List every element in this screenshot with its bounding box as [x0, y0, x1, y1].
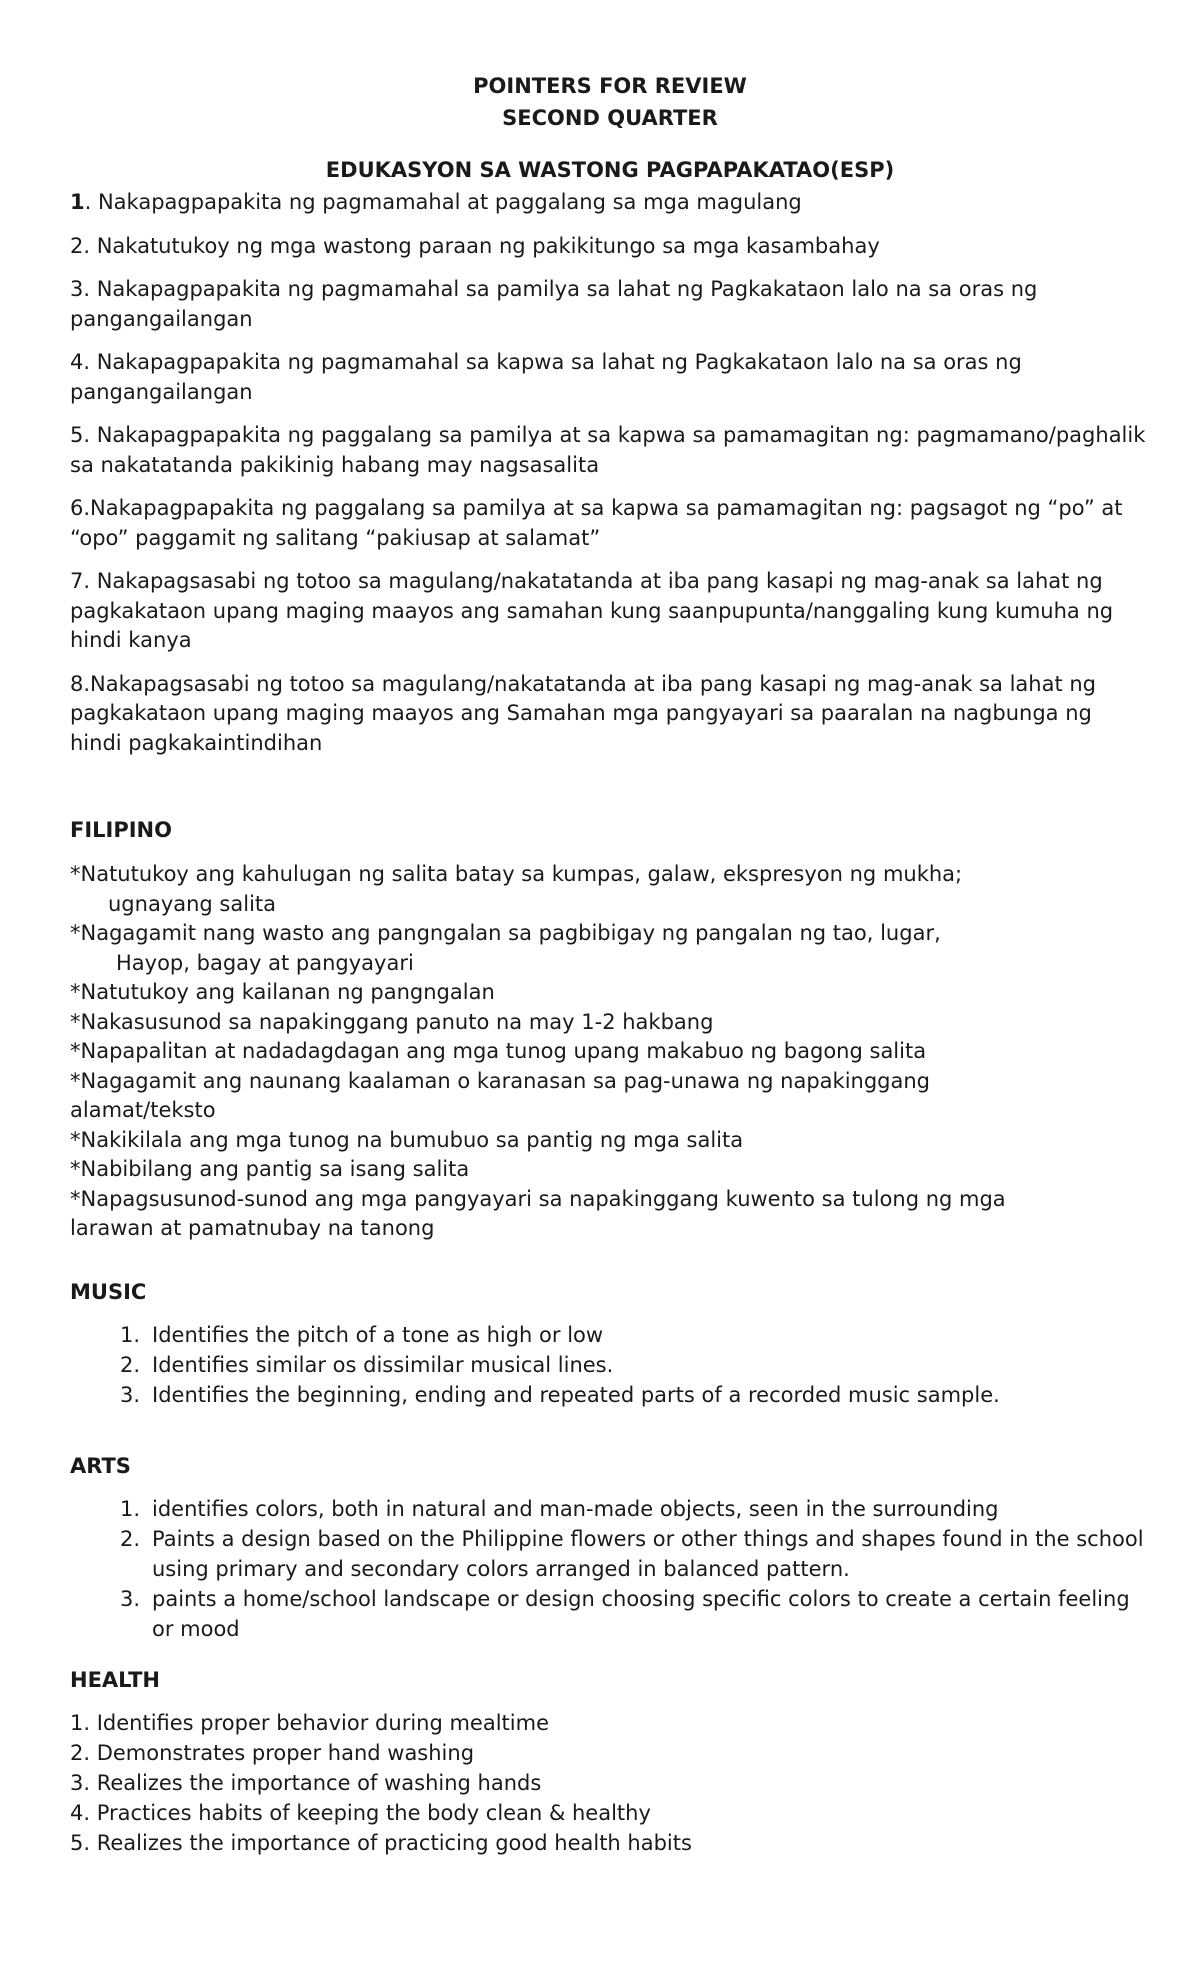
esp-item-2: 2. Nakatutukoy ng mga wastong paraan ng pakikitungo sa mga kasambahay — [70, 233, 880, 258]
health-line: 3. Realizes the importance of washing hands — [70, 1770, 542, 1795]
esp-item-1 — [70, 188, 1150, 218]
health-line: 2. Demonstrates proper hand washing — [70, 1740, 475, 1765]
arts-item-text: identifies colors, both in natural and man-made objects, seen in the surrounding — [152, 1496, 999, 1521]
filipino-line: *Nakasusunod sa napakinggang panuto na may 1-2 hakbang — [70, 1009, 714, 1034]
esp-item-3: 3. Nakapagpapakita ng pagmamahal sa pamilya sa lahat ng Pagkakataon lalo na sa oras ng pangangailangan — [70, 277, 1038, 331]
arts-item-number: 3. — [119, 1586, 140, 1611]
health-section — [70, 1666, 1150, 1858]
filipino-line: *Napapalitan at nadadagdagan ang mga tunog upang makabuo ng bagong salita — [70, 1039, 927, 1063]
esp-item-1-number: 1 — [70, 190, 85, 214]
filipino-line: *Nakikilala ang mga tunog na bumubuo sa pantig ng mga salita — [70, 1127, 744, 1152]
music-section — [70, 1278, 1150, 1410]
document-header — [70, 70, 1150, 134]
music-item-text: Identifies the pitch of a tone as high or low — [152, 1322, 604, 1347]
filipino-line: *Nagagamit nang wasto ang pangngalan sa pagbibigay ng pangalan ng tao, lugar, — [70, 921, 941, 945]
music-item-number: 2. — [119, 1352, 140, 1377]
arts-item-3 — [70, 1584, 1150, 1644]
esp-item-5: 5. Nakapagpapakita ng paggalang sa pamilya at sa kapwa sa pamamagitan ng: pagmamano/paghalik sa nakatatanda pakikinig habang may nagsasalita — [70, 423, 1146, 477]
arts-item-number: 1. — [119, 1496, 140, 1521]
esp-item-1-text: . Nakapagpapakita ng pagmamahal at paggalang sa mga magulang — [84, 190, 802, 214]
arts-item-text: paints a home/school landscape or design choosing specific colors to create a certain feeling or mood — [152, 1586, 1130, 1641]
esp-item-6: 6.Nakapagpapakita ng paggalang sa pamilya at sa kapwa sa pamamagitan ng: pagsagot ng “po” at “opo” paggamit ng salitang “pakiusap at salamat” — [70, 496, 1123, 550]
arts-item-number: 2. — [119, 1526, 140, 1551]
title-line-1: POINTERS FOR REVIEW — [473, 74, 747, 98]
arts-list — [70, 1494, 1150, 1644]
esp-heading: EDUKASYON SA WASTONG PAGPAPAKATAO(ESP) — [325, 158, 895, 182]
filipino-line: *Natutukoy ang kahulugan ng salita batay sa kumpas, galaw, ekspresyon ng mukha; — [70, 862, 963, 886]
music-item-text: Identifies the beginning, ending and repeated parts of a recorded music sample. — [152, 1382, 1000, 1407]
filipino-line: Hayop, bagay at pangyayari — [116, 950, 414, 975]
filipino-line: *Natutukoy ang kailanan ng pangngalan — [70, 980, 495, 1004]
health-line: 5. Realizes the importance of practicing good health habits — [70, 1830, 692, 1855]
esp-item-8: 8.Nakapagsasabi ng totoo sa magulang/nakatatanda at iba pang kasapi ng mag-anak sa lahat ng pagkakataon upang maging maayos ang Samahan mga pangyayari sa paaralan na nagbunga ng hindi pagkakaintindihan — [70, 671, 1097, 755]
title-line-2: SECOND QUARTER — [502, 106, 718, 130]
filipino-line: *Nabibilang ang pantig sa isang salita — [70, 1157, 470, 1181]
music-list — [70, 1320, 1150, 1410]
filipino-section — [70, 816, 1150, 1244]
arts-item-text: Paints a design based on the Philippine flowers or other things and shapes found in the school using primary and secondary colors arranged in balanced pattern. — [152, 1526, 1144, 1581]
arts-item-2 — [70, 1524, 1150, 1584]
esp-list — [70, 188, 1150, 758]
music-item-2 — [70, 1350, 1150, 1380]
music-item-1 — [70, 1320, 1150, 1350]
filipino-line: alamat/teksto — [70, 1098, 216, 1122]
music-item-number: 1. — [119, 1322, 140, 1347]
filipino-line: *Napagsusunod-sunod ang mga pangyayari sa napakinggang kuwento sa tulong ng mga — [70, 1186, 1006, 1211]
arts-section — [70, 1452, 1150, 1644]
filipino-line: larawan at pamatnubay na tanong — [70, 1216, 435, 1240]
music-item-text: Identifies similar os dissimilar musical lines. — [152, 1352, 614, 1377]
health-line: 1. Identifies proper behavior during mealtime — [70, 1710, 550, 1735]
document-page — [70, 70, 1150, 1858]
health-line: 4. Practices habits of keeping the body clean & healthy — [70, 1800, 651, 1825]
esp-section — [70, 156, 1150, 758]
filipino-line: ugnayang salita — [108, 891, 277, 916]
filipino-heading: FILIPINO — [70, 818, 172, 842]
esp-item-4: 4. Nakapagpapakita ng pagmamahal sa kapwa sa lahat ng Pagkakataon lalo na sa oras ng pangangailangan — [70, 350, 1022, 404]
music-item-3 — [70, 1380, 1150, 1410]
esp-item-7: 7. Nakapagsasabi ng totoo sa magulang/nakatatanda at iba pang kasapi ng mag-anak sa lahat ng pagkakataon upang maging maayos ang samahan kung saanpupunta/nanggaling kung kumuha ng hindi kanya — [70, 569, 1114, 652]
arts-heading: ARTS — [70, 1453, 131, 1478]
health-heading: HEALTH — [70, 1667, 160, 1692]
music-item-number: 3. — [119, 1382, 140, 1407]
arts-item-1 — [70, 1494, 1150, 1524]
filipino-line: *Nagagamit ang naunang kaalaman o karanasan sa pag-unawa ng napakinggang — [70, 1068, 931, 1093]
music-heading: MUSIC — [70, 1279, 147, 1304]
